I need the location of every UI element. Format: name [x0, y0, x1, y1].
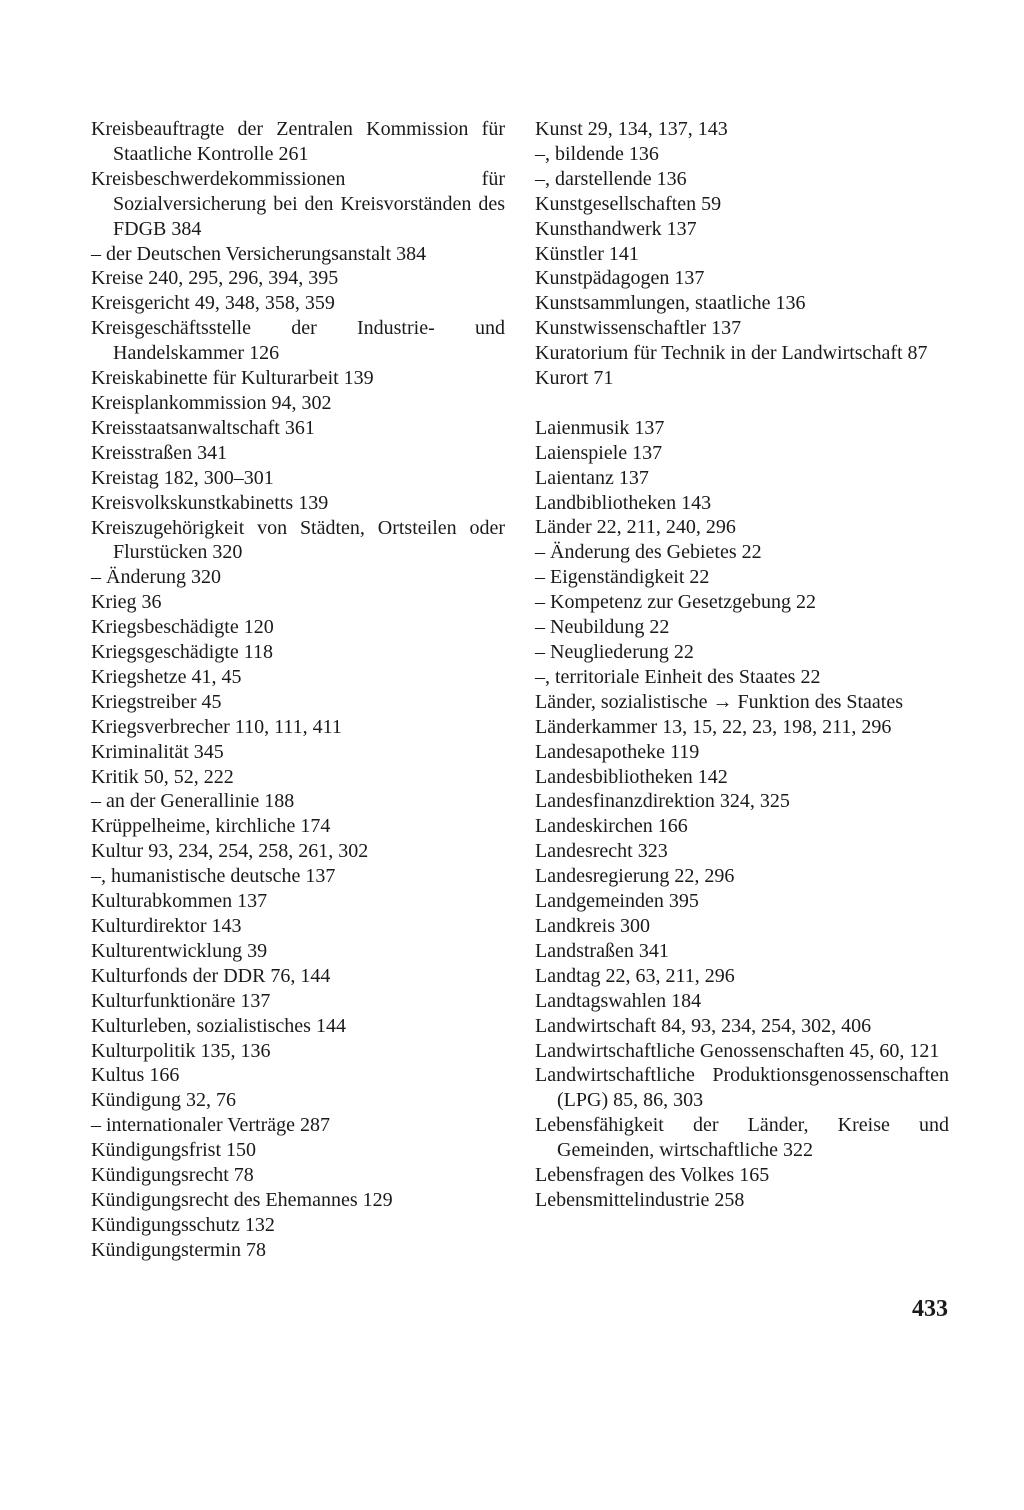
index-entry: Kulturentwicklung 39	[91, 939, 268, 962]
index-entry: Kreisstaatsanwaltschaft 361	[91, 416, 315, 439]
index-column-left	[91, 117, 505, 1263]
index-entry: Lebensfragen des Volkes 165	[535, 1164, 770, 1187]
index-entry: Laienspiele 137	[535, 441, 663, 464]
index-entry: Kulturdirektor 143	[91, 915, 242, 937]
index-entry: – Kompetenz zur Gesetzgebung 22	[535, 591, 817, 614]
index-entry: Künstler 141	[535, 242, 639, 265]
index-entry: Landesbibliotheken 142	[535, 765, 728, 788]
index-entry: Landeskirchen 166	[535, 815, 688, 838]
index-entry: Landbibliotheken 143	[535, 491, 712, 514]
page-number: 433	[912, 1296, 948, 1322]
index-entry: Landwirtschaftliche Produktionsgenossenschaften (LPG) 85, 86, 303	[535, 1064, 949, 1112]
index-entry: Landesrecht 323	[535, 840, 668, 863]
index-entry: –, humanistische deutsche 137	[91, 865, 336, 888]
index-entry: Laientanz 137	[535, 466, 649, 489]
index-entry: Laienmusik 137	[535, 416, 665, 439]
index-entry: Kündigungsrecht des Ehemannes 129	[91, 1188, 393, 1211]
index-entry: Kreistag 182, 300–301	[91, 466, 274, 489]
index-entry: Kunstpädagogen 137	[535, 267, 705, 290]
index-entry: – an der Generallinie 188	[91, 790, 295, 813]
index-entry: Kunstgesellschaften 59	[535, 192, 722, 215]
index-entry: Landwirtschaft 84, 93, 234, 254, 302, 406	[535, 1014, 872, 1037]
index-entry: Länder, sozialistische → Funktion des Staates	[535, 690, 904, 713]
index-entry: Landesregierung 22, 296	[535, 865, 735, 888]
index-entry: Kündigung 32, 76	[91, 1089, 236, 1112]
index-entry: Landtag 22, 63, 211, 296	[535, 964, 735, 987]
index-entry: Kündigungstermin 78	[91, 1238, 266, 1261]
index-entry: Lebensmittelindustrie 258	[535, 1188, 745, 1211]
index-entry: Kunstwissenschaftler 137	[535, 317, 742, 340]
index-entry: Kulturpolitik 135, 136	[91, 1039, 271, 1062]
index-column-right	[535, 117, 949, 1213]
index-entry: Landwirtschaftliche Genossenschaften 45, 60, 121	[535, 1039, 940, 1062]
index-entry: Kulturfunktionäre 137	[91, 989, 271, 1012]
index-entry: Länder 22, 211, 240, 296	[535, 516, 736, 539]
index-entry: Kunsthandwerk 137	[535, 217, 697, 240]
index-entry: Kunst 29, 134, 137, 143	[535, 118, 728, 140]
index-entry: Landstraßen 341	[535, 939, 669, 962]
index-entry: Kündigungsschutz 132	[91, 1213, 275, 1236]
index-entry: Kulturfonds der DDR 76, 144	[91, 964, 331, 987]
index-entry: Lebensfähigkeit der Länder, Kreise und Gemeinden, wirtschaftliche 322	[535, 1114, 949, 1162]
index-entry: Landtagswahlen 184	[535, 989, 702, 1012]
index-entry: Kreisgericht 49, 348, 358, 359	[91, 292, 335, 315]
index-entry: Kurort 71	[535, 367, 614, 390]
index-entry: Kündigungsfrist 150	[91, 1139, 256, 1162]
index-entry: Kreisstraßen 341	[91, 441, 228, 464]
index-entry: Kriminalität 345	[91, 740, 224, 763]
index-entry: – Neubildung 22	[535, 616, 670, 639]
index-entry: Kündigungsrecht 78	[91, 1164, 254, 1187]
index-entry: – Änderung des Gebietes 22	[535, 541, 762, 564]
index-entry: Kuratorium für Technik in der Landwirtschaft 87	[535, 342, 928, 365]
index-entry: Kreisbeauftragte der Zentralen Kommission für Staatliche Kontrolle 261	[91, 118, 505, 165]
index-entry: – der Deutschen Versicherungsanstalt 384	[91, 242, 427, 265]
index-entry: –, bildende 136	[535, 142, 659, 165]
index-entry: Kreiskabinette für Kulturarbeit 139	[91, 367, 374, 390]
index-entry: Kriegshetze 41, 45	[91, 665, 242, 688]
index-entry: Kultur 93, 234, 254, 258, 261, 302	[91, 840, 369, 863]
index-entry: Landkreis 300	[535, 914, 650, 937]
index-entry: Kreisbeschwerdekommissionen für Sozialversicherung bei den Kreisvorständen des FDGB 384	[91, 167, 505, 240]
index-entry: Kreise 240, 295, 296, 394, 395	[91, 267, 339, 290]
index-entry: – Neugliederung 22	[535, 641, 694, 664]
index-entry: Kriegsgeschädigte 118	[91, 641, 273, 664]
index-entry: Krieg 36	[91, 591, 162, 614]
index-entry: –, darstellende 136	[535, 167, 687, 190]
index-entry: Kultus 166	[91, 1064, 180, 1087]
index-entry: Kreiszugehörigkeit von Städten, Ortsteilen oder Flurstücken 320	[91, 516, 505, 564]
index-entry: Landgemeinden 395	[535, 890, 699, 913]
index-entry: Kulturleben, sozialistisches 144	[91, 1014, 346, 1037]
index-entry: Krüppelheime, kirchliche 174	[91, 815, 331, 838]
index-entry: Länderkammer 13, 15, 22, 23, 198, 211, 296	[535, 715, 892, 738]
index-entry: Landesapotheke 119	[535, 740, 700, 763]
index-entry: Kreisplankommission 94, 302	[91, 391, 332, 414]
index-entry: – internationaler Verträge 287	[91, 1114, 330, 1137]
index-entry: Kriegsverbrecher 110, 111, 411	[91, 715, 342, 738]
index-entry: Kritik 50, 52, 222	[91, 765, 234, 788]
index-entry: – Eigenständigkeit 22	[535, 566, 710, 589]
index-entry: Kulturabkommen 137	[91, 890, 268, 913]
index-entry: Kriegsbeschädigte 120	[91, 616, 274, 639]
index-entry: Kreisgeschäftsstelle der Industrie- und Handelskammer 126	[91, 317, 505, 365]
index-entry: Kriegstreiber 45	[91, 690, 222, 713]
index-entry: – Änderung 320	[91, 566, 221, 589]
index-entry: Kunstsammlungen, staatliche 136	[535, 292, 806, 315]
index-entry: –, territoriale Einheit des Staates 22	[535, 665, 821, 688]
index-entry: Landesfinanzdirektion 324, 325	[535, 790, 790, 813]
index-entry: Kreisvolkskunstkabinetts 139	[91, 491, 329, 514]
